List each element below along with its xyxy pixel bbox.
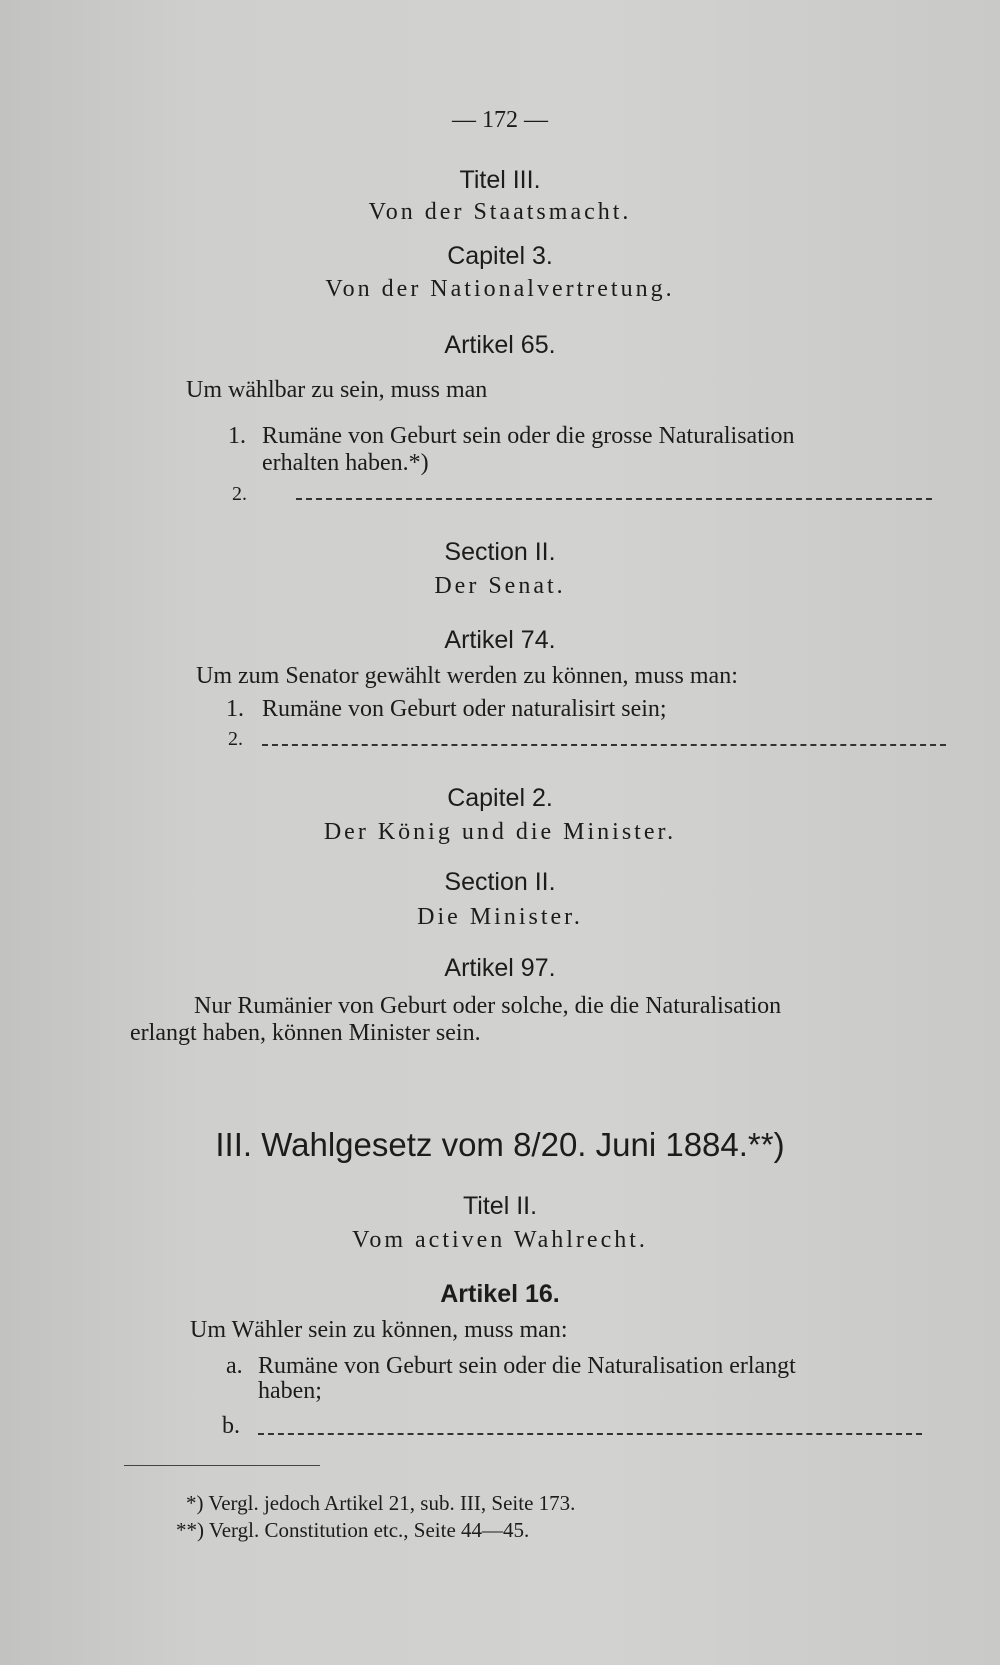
article-65-heading: Artikel 65. <box>444 331 556 359</box>
capitel-2-heading: Capitel 2. <box>447 784 553 812</box>
footnote-1: *) Vergl. jedoch Artikel 21, sub. III, Seite 173. <box>186 1491 576 1515</box>
article-16-intro: Um Wähler sein zu können, muss man: <box>190 1317 568 1343</box>
article-16-item-b-label: b. <box>222 1413 240 1439</box>
article-74-intro: Um zum Senator gewählt werden zu können, muss man: <box>196 663 738 689</box>
article-74-heading: Artikel 74. <box>444 626 556 654</box>
article-65-item-1-number: 1. <box>228 423 246 449</box>
article-16-item-a-text-cont: haben; <box>258 1378 322 1404</box>
wahlgesetz-heading: III. Wahlgesetz vom 8/20. Juni 1884.**) <box>215 1126 785 1163</box>
article-65-item-2-number: 2. <box>232 483 247 505</box>
capitel-2-subtitle: Der König und die Minister. <box>323 819 677 845</box>
article-16-omission-dashes <box>258 1433 922 1437</box>
section-senat-subtitle: Der Senat. <box>434 573 566 599</box>
article-97-heading: Artikel 97. <box>444 954 556 982</box>
article-74-item-2-number: 2. <box>228 728 243 750</box>
article-74-omission-dashes <box>262 744 946 748</box>
section-minister-subtitle: Die Minister. <box>417 904 583 930</box>
article-65-item-1-text: Rumäne von Geburt sein oder die grosse Naturalisation <box>262 423 795 449</box>
section-senat-heading: Section II. <box>444 538 556 566</box>
article-97-text: Nur Rumänier von Geburt oder solche, die die Naturalisation <box>194 993 782 1019</box>
titel-subtitle: Von der Staatsmacht. <box>368 199 632 225</box>
article-74-item-1-text: Rumäne von Geburt oder naturalisirt sein; <box>262 696 667 722</box>
section-minister-heading: Section II. <box>444 868 556 896</box>
footnote-2: **) Vergl. Constitution etc., Seite 44—45. <box>176 1518 530 1542</box>
article-16-item-a-label: a. <box>226 1353 243 1379</box>
capitel-subtitle: Von der Nationalvertretung. <box>325 276 675 302</box>
article-16-item-a-text: Rumäne von Geburt sein oder die Naturalisation erlangt <box>258 1353 796 1379</box>
article-74-item-1-number: 1. <box>226 696 244 722</box>
capitel-heading: Capitel 3. <box>447 242 553 270</box>
footnote-separator <box>124 1465 320 1466</box>
wahlgesetz-titel-subtitle: Vom activen Wahlrecht. <box>352 1227 648 1253</box>
article-97-text-cont: erlangt haben, können Minister sein. <box>130 1020 481 1046</box>
titel-heading: Titel III. <box>459 166 541 194</box>
article-65-intro: Um wählbar zu sein, muss man <box>186 377 488 403</box>
wahlgesetz-titel-heading: Titel II. <box>462 1192 538 1220</box>
page-number: — 172 — <box>452 107 548 133</box>
article-65-item-1-text-cont: erhalten haben.*) <box>262 450 429 476</box>
article-16-heading: Artikel 16. <box>440 1280 560 1308</box>
article-65-omission-dashes <box>296 498 932 502</box>
